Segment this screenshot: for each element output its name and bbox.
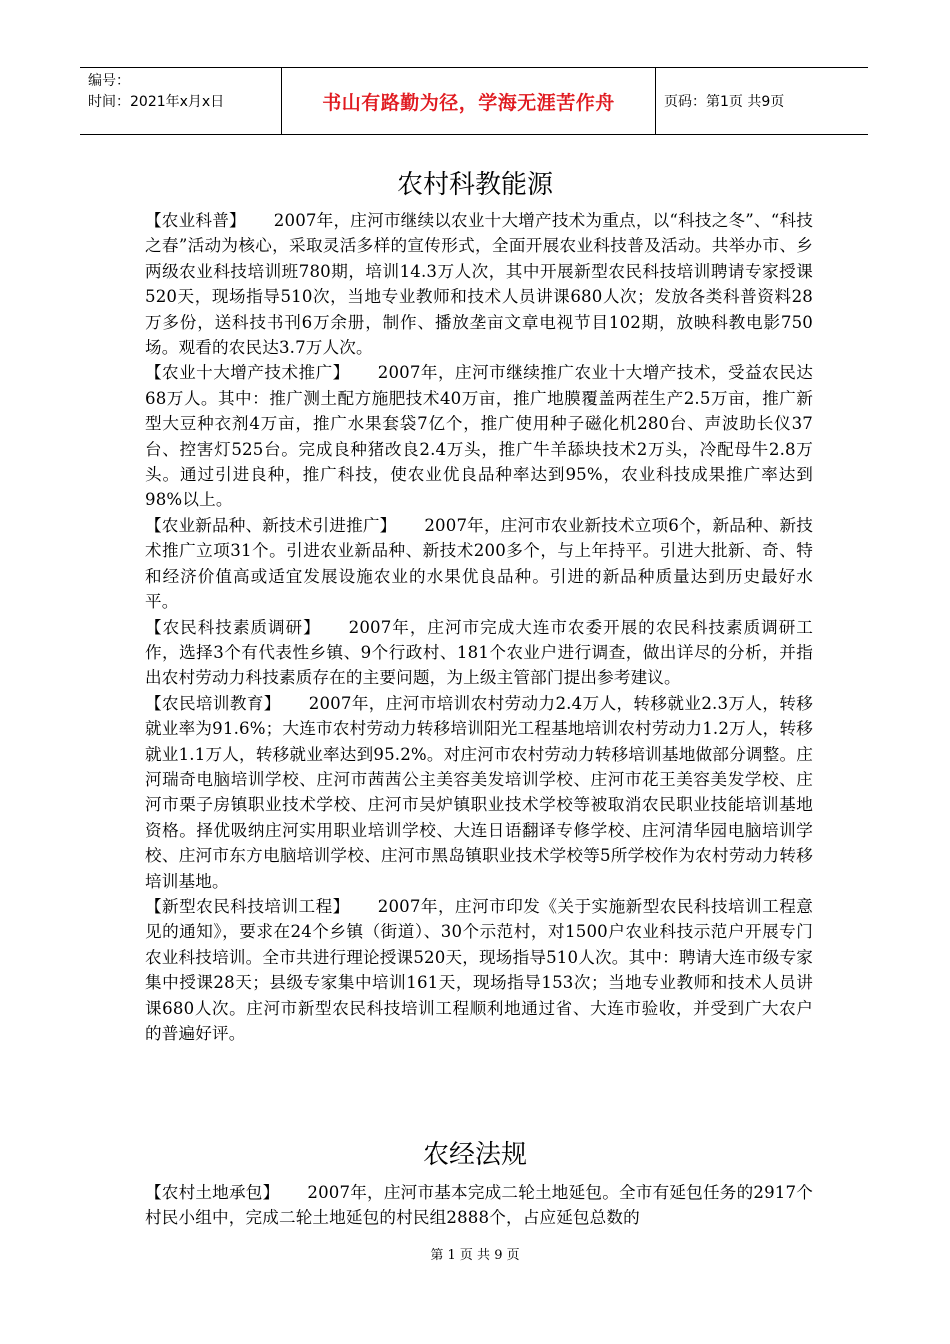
paragraph-text: 2007年，庄河市基本完成二轮土地延包。全市有延包任务的2917个村民小组中，完成二轮土地延包的村民组2888个，占应延包总数的 <box>145 1183 813 1228</box>
paragraph <box>145 894 813 1046</box>
page-header <box>80 67 868 135</box>
section-body-agri-economy-law <box>145 1180 813 1231</box>
header-meta <box>80 68 282 134</box>
section-title-agri-economy-law: 农经法规 <box>422 1140 527 1170</box>
paragraph <box>145 691 813 894</box>
paragraph <box>145 1180 813 1231</box>
header-page-info: 页码：第1页 共9页 <box>664 94 785 110</box>
header-page-info-cell <box>656 68 868 134</box>
paragraph <box>145 513 813 615</box>
paragraph-tag: 【农村土地承包】 <box>145 1183 280 1202</box>
header-motto: 书山有路勤为径，学海无涯苦作舟 <box>322 91 615 114</box>
paragraph-text: 2007年，庄河市完成大连市农委开展的农民科技素质调研工作，选择3个有代表性乡镇、9个行政村、181个农业户进行调查，做出详尽的分析，并指出农村劳动力科技素质存在的主要问题，为上级主管部门提出参考建议。 <box>145 617 813 688</box>
paragraph <box>145 208 813 360</box>
paragraph-text: 2007年，庄河市培训农村劳动力2.4万人，转移就业2.3万人，转移就业率为91.6%；大连市农村劳动力转移培训阳光工程基地培训农村劳动力1.2万人，转移就业1.1万人，转移就业率达到95.2%。对庄河市农村劳动力转移培训基地做部分调整。庄河瑞奇电脑培训学校、庄河市茜茜公主美容美发培训学校、庄河市花王美容美发学校、庄河市栗子房镇职业技术学校、庄河市吴炉镇职业技术学校等被取消农民职业技能培训基地资格。择优吸纳庄河实用职业培训学校、大连日语翻译专修学校、庄河清华园电脑培训学校、庄河市东方电脑培训学校、庄河市黑岛镇职业技术学校等5所学校作为农村劳动力转移培训基地。 <box>145 693 814 891</box>
paragraph-text: 2007年，庄河市继续以农业十大增产技术为重点，以“科技之冬”、“科技之春”活动为核心，采取灵活多样的宣传形式，全面开展农业科技普及活动。共举办市、乡两级农业科技培训班780期，培训14.3万人次，其中开展新型农民科技培训聘请专家授课520天，现场指导510次，当地专业教师和技术人员讲课680人次；发放各类科普资料28万多份，送科技书刊6万余册，制作、播放垄亩文章电视节目102期，放映科教电影750场。观看的农民达3.7万人次。 <box>145 211 813 358</box>
paragraph <box>145 615 813 691</box>
document-date-label: 时间：2021年x月x日 <box>88 94 225 110</box>
paragraph-tag: 【农民科技素质调研】 <box>145 617 321 637</box>
paragraph-tag: 【农业新品种、新技术引进推广】 <box>145 515 397 535</box>
document-number-label: 编号： <box>88 73 130 89</box>
section-title-rural-science: 农村科教能源 <box>396 170 553 200</box>
paragraph-text: 2007年，庄河市继续推广农业十大增产技术，受益农民达68万人。其中：推广测土配方施肥技术40万亩，推广地膜覆盖两茬生产2.5万亩，推广新型大豆种衣剂4万亩，推广水果套袋7亿个，推广使用种子磁化机280台、声波助长仪37台、控害灯525台。完成良种猪改良2.4万头，推广牛羊舔块技术2万头，冷配母牛2.8万头。通过引进良种，推广科技，使农业优良品种率达到95%，农业科技成果推广率达到98%以上。 <box>145 363 813 510</box>
page-footer: 第 1 页 共 9 页 <box>430 1248 520 1263</box>
paragraph-tag: 【农业十大增产技术推广】 <box>145 363 350 383</box>
paragraph-text: 2007年，庄河市农业新技术立项6个，新品种、新技术推广立项31个。引进农业新品种、新技术200多个，与上年持平。引进大批新、奇、特和经济价值高或适宜发展设施农业的水果优良品种。引进的新品种质量达到历史最好水平。 <box>145 515 814 612</box>
paragraph <box>145 360 813 512</box>
paragraph-tag: 【农业科普】 <box>145 211 246 230</box>
header-motto-cell <box>282 68 656 134</box>
paragraph-tag: 【农民培训教育】 <box>145 693 281 713</box>
paragraph-text: 2007年，庄河市印发《关于实施新型农民科技培训工程意见的通知》，要求在24个乡镇（街道）、30个示范村，对1500户农业科技示范户开展专门农业科技培训。全市共进行理论授课520天，现场指导510人次。其中：聘请大连市级专家集中授课28天；县级专家集中培训161天，现场指导153次；当地专业教师和技术人员讲课680人次。庄河市新型农民科技培训工程顺利地通过省、大连市验收，并受到广大农户的普遍好评。 <box>145 896 813 1043</box>
paragraph-tag: 【新型农民科技培训工程】 <box>145 896 350 916</box>
section-body-rural-science <box>145 208 813 1046</box>
